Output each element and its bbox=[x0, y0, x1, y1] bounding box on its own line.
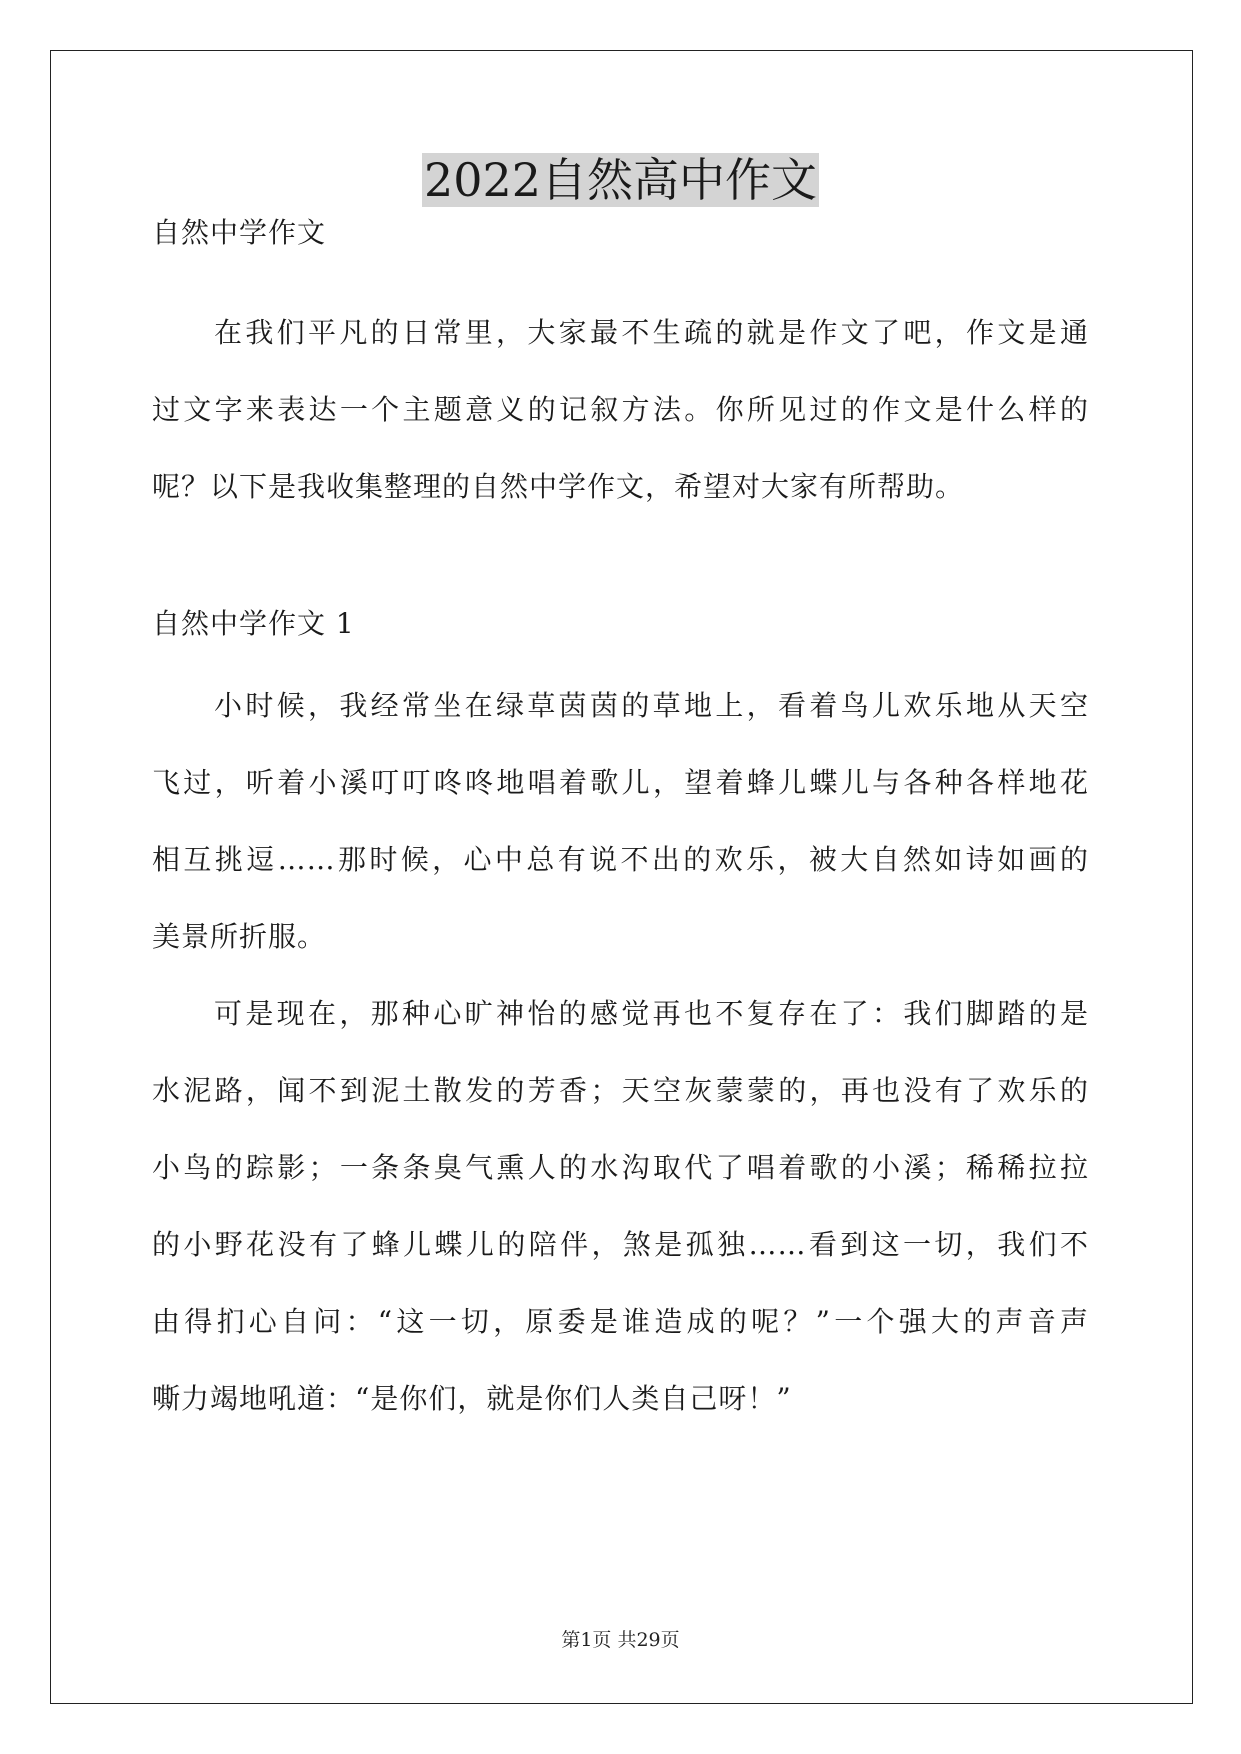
document-title bbox=[0, 150, 1241, 210]
paragraph-line: 呢？以下是我收集整理的自然中学作文，希望对大家有所帮助。 bbox=[152, 470, 965, 503]
paragraph-line: 的小野花没有了蜂儿蝶儿的陪伴，煞是孤独……看到这一切，我们不 bbox=[152, 1228, 1089, 1261]
section1-paragraph-1 bbox=[152, 667, 1089, 975]
paragraph-line: 可是现在，那种心旷神怡的感觉再也不复存在了：我们脚踏的是 bbox=[214, 997, 1089, 1030]
intro-heading: 自然中学作文 bbox=[152, 216, 327, 249]
intro-paragraph bbox=[152, 294, 1089, 525]
page-footer: 第1页 共29页 bbox=[561, 1629, 680, 1651]
paragraph-line: 小鸟的踪影；一条条臭气熏人的水沟取代了唱着歌的小溪；稀稀拉拉 bbox=[152, 1151, 1089, 1184]
paragraph-line: 相互挑逗……那时候，心中总有说不出的欢乐，被大自然如诗如画的 bbox=[152, 843, 1089, 876]
paragraph-line: 美景所折服。 bbox=[152, 920, 327, 953]
paragraph-line: 水泥路，闻不到泥土散发的芳香；天空灰蒙蒙的，再也没有了欢乐的 bbox=[152, 1074, 1089, 1107]
paragraph-line: 小时候，我经常坐在绿草茵茵的草地上，看着鸟儿欢乐地从天空 bbox=[214, 689, 1089, 722]
paragraph-line: 过文字来表达一个主题意义的记叙方法。你所见过的作文是什么样的 bbox=[152, 393, 1089, 426]
section1-paragraph-2 bbox=[152, 975, 1089, 1437]
section-heading: 自然中学作文 1 bbox=[152, 607, 355, 640]
paragraph-line: 在我们平凡的日常里，大家最不生疏的就是作文了吧，作文是通 bbox=[214, 316, 1089, 349]
document-title-text: 2022自然高中作文 bbox=[423, 153, 818, 207]
paragraph-line: 飞过，听着小溪叮叮咚咚地唱着歌儿，望着蜂儿蝶儿与各种各样地花 bbox=[152, 766, 1089, 799]
paragraph-line: 由得扪心自问：“这一切，原委是谁造成的呢？”一个强大的声音声 bbox=[152, 1305, 1089, 1338]
paragraph-line: 嘶力竭地吼道：“是你们，就是你们人类自己呀！” bbox=[152, 1382, 792, 1415]
